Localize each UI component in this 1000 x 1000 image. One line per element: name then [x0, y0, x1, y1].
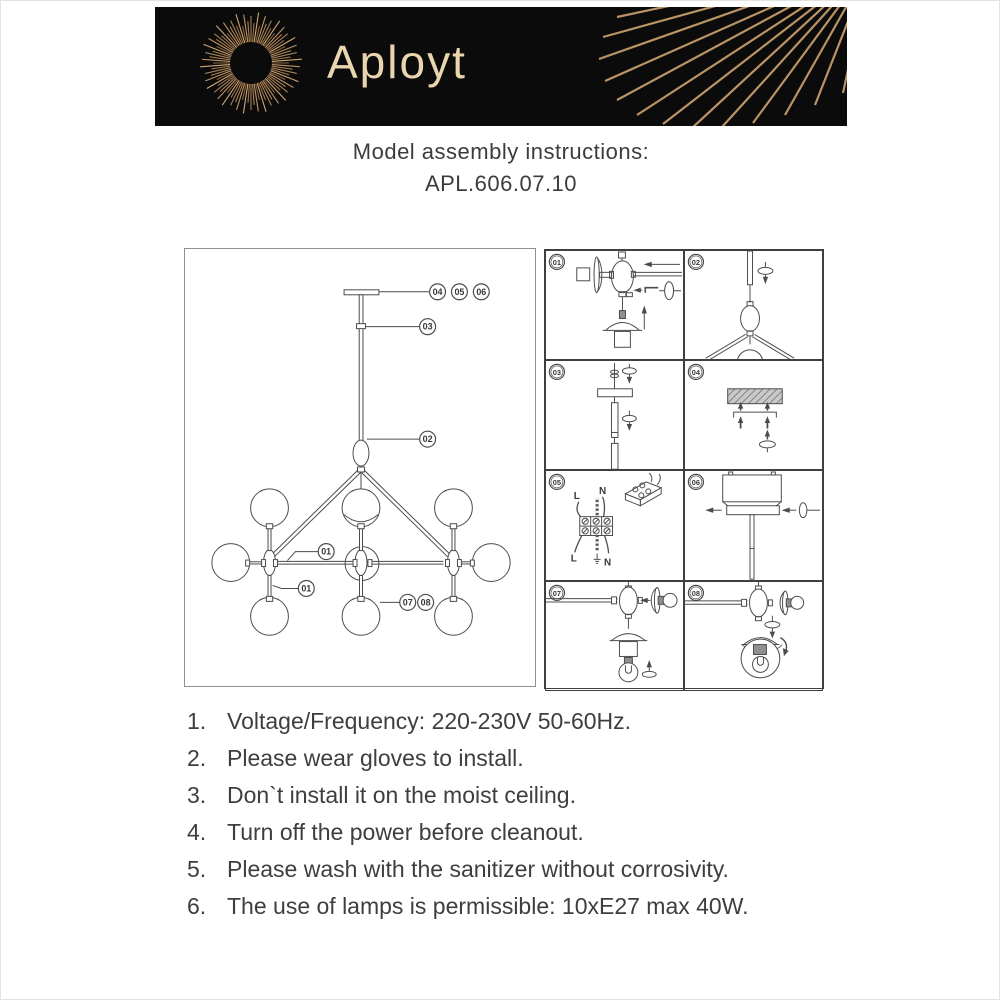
wire-label-N-top: N — [599, 486, 607, 498]
svg-text:07: 07 — [552, 588, 562, 598]
step-panel-01 — [545, 250, 684, 360]
brand-banner — [155, 7, 847, 126]
step-04-diagram — [685, 361, 822, 469]
callout-03 — [420, 319, 436, 335]
instruction-text: Please wear gloves to install. — [227, 745, 524, 771]
step-panel-05 — [545, 470, 684, 580]
instruction-text: The use of lamps is permissible: 10xE27 max 40W. — [227, 893, 749, 919]
instruction-item — [187, 814, 867, 851]
callout-06 — [473, 284, 489, 300]
instruction-number: 1. — [187, 708, 207, 734]
step-05-diagram — [546, 471, 683, 579]
instruction-text: Turn off the power before cleanout. — [227, 819, 584, 845]
callout-05 — [451, 284, 467, 300]
step-number-badge — [688, 585, 703, 600]
svg-text:05: 05 — [552, 478, 562, 488]
svg-text:02: 02 — [422, 434, 433, 445]
step-number-badge — [549, 254, 564, 269]
svg-text:08: 08 — [691, 588, 701, 598]
model-number: APL.606.07.10 — [424, 171, 578, 196]
step-number-badge — [688, 365, 703, 380]
callout-01a — [318, 544, 334, 560]
ground-symbol — [594, 554, 601, 564]
assembly-steps-grid — [544, 249, 824, 689]
step-number-badge — [688, 254, 703, 269]
instruction-item — [187, 703, 867, 740]
assembly-diagram-panel — [184, 248, 536, 687]
instruction-number: 3. — [187, 782, 207, 808]
safety-instructions — [187, 703, 867, 925]
svg-text:08: 08 — [420, 597, 431, 608]
instruction-text: Please wash with the sanitizer without corrosivity. — [227, 856, 729, 882]
instruction-text: Voltage/Frequency: 220-230V 50-60Hz. — [227, 708, 632, 734]
svg-text:01: 01 — [552, 257, 562, 267]
step-panel-03 — [545, 360, 684, 470]
svg-text:07: 07 — [402, 597, 413, 608]
step-number-badge — [549, 475, 564, 490]
instruction-number: 5. — [187, 856, 207, 882]
wire-label-N-bottom: N — [603, 557, 612, 569]
callout-07 — [400, 594, 416, 610]
wire-label-L-top: L — [573, 491, 580, 503]
title-block — [1, 139, 1000, 197]
instruction-number: 2. — [187, 745, 207, 771]
step-08-diagram — [685, 582, 822, 690]
instruction-item — [187, 851, 867, 888]
svg-text:03: 03 — [422, 321, 433, 332]
svg-text:04: 04 — [691, 368, 701, 378]
wire-label-L-bottom: L — [570, 553, 577, 565]
svg-text:06: 06 — [476, 286, 487, 297]
svg-text:03: 03 — [552, 368, 562, 378]
svg-text:01: 01 — [321, 546, 332, 557]
svg-text:04: 04 — [432, 286, 443, 297]
instruction-item — [187, 777, 867, 814]
instructions-title: Model assembly instructions: — [352, 139, 650, 164]
instruction-number: 4. — [187, 819, 207, 845]
callout-08 — [418, 594, 434, 610]
step-panel-02 — [684, 250, 823, 360]
step-06-diagram — [685, 471, 822, 579]
step-panel-07 — [545, 581, 684, 691]
step-panel-08 — [684, 581, 823, 691]
instruction-item — [187, 888, 867, 925]
step-03-diagram — [546, 361, 683, 469]
step-07-diagram — [546, 582, 683, 690]
svg-text:02: 02 — [691, 257, 701, 267]
banner-rays-decoration — [155, 7, 847, 126]
svg-text:01: 01 — [301, 583, 312, 594]
instruction-number: 6. — [187, 893, 207, 919]
callout-04 — [430, 284, 446, 300]
svg-text:05: 05 — [454, 286, 465, 297]
callout-02 — [420, 431, 436, 447]
step-panel-06 — [684, 470, 823, 580]
step-number-badge — [549, 365, 564, 380]
chandelier-diagram — [185, 249, 535, 686]
step-01-diagram — [546, 251, 683, 359]
instruction-text: Don`t install it on the moist ceiling. — [227, 782, 576, 808]
step-02-diagram — [685, 251, 822, 359]
step-panel-04 — [684, 360, 823, 470]
step-number-badge — [688, 475, 703, 490]
instruction-item — [187, 740, 867, 777]
brand-name: Aployt — [327, 36, 467, 88]
callout-01b — [298, 580, 314, 596]
svg-text:06: 06 — [691, 478, 701, 488]
